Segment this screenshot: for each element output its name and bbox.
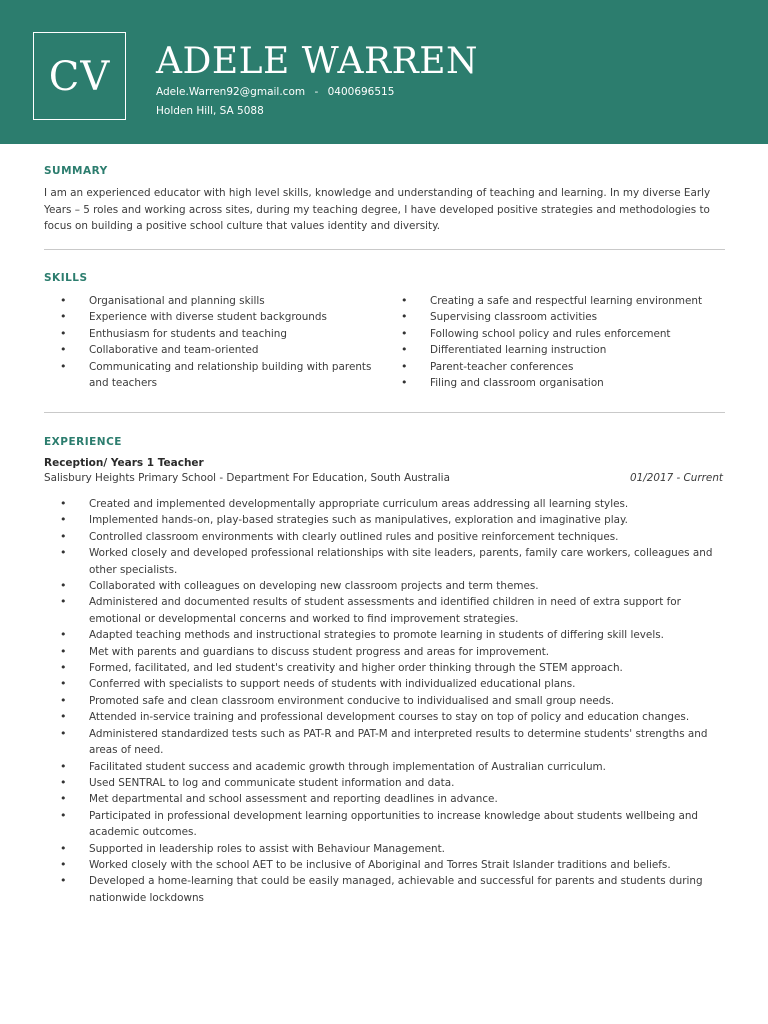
summary-text: I am an experienced educator with high level skills, knowledge and understanding of teaching and learning. In my diverse Early Years – 5 roles and working across sites, during my teaching degree, I have developed positive strategies and methodologies to focus on building a positive school culture that values identity and diversity. <box>44 187 711 232</box>
cv-monogram: CV <box>48 54 111 100</box>
skills-list-right <box>385 293 725 391</box>
experience-bullet: • Facilitated student success and academic growth through implementation of Australian curriculum. <box>44 759 729 775</box>
job-dates: 01/2017 - Current <box>630 472 723 484</box>
skill-item: • Creating a safe and respectful learning environment <box>385 293 725 309</box>
experience-bullet: • Worked closely with the school AET to be inclusive of Aboriginal and Torres Strait Islander traditions and beliefs. <box>44 857 729 873</box>
experience-bullet: • Formed, facilitated, and led student's creativity and higher order thinking through the STEM approach. <box>44 660 729 676</box>
contact-separator: - <box>314 86 319 98</box>
experience-bullet: • Used SENTRAL to log and communicate student information and data. <box>44 775 729 791</box>
skill-item: • Differentiated learning instruction <box>385 342 725 358</box>
experience-bullet: • Conferred with specialists to support needs of students with individualized educational plans. <box>44 676 729 692</box>
cv-monogram-box <box>33 32 126 120</box>
skill-item: • Supervising classroom activities <box>385 309 725 325</box>
experience-bullet: • Developed a home-learning that could be easily managed, achievable and successful for parents and students during nationwide lockdowns <box>44 873 729 906</box>
experience-list <box>44 496 729 906</box>
experience-bullet: • Attended in-service training and professional development courses to stay on top of policy and education changes. <box>44 709 729 725</box>
experience-bullet: • Implemented hands-on, play-based strategies such as manipulatives, exploration and imaginative play. <box>44 512 729 528</box>
experience-bullet: • Participated in professional development learning opportunities to increase knowledge about students wellbeing and academic outcomes. <box>44 808 729 841</box>
skill-item: • Communicating and relationship building with parents and teachers <box>44 359 384 392</box>
skills-list-left <box>44 293 384 391</box>
summary-heading: SUMMARY <box>44 165 108 177</box>
skill-item: • Filing and classroom organisation <box>385 375 725 391</box>
experience-bullet: • Collaborated with colleagues on developing new classroom projects and term themes. <box>44 578 729 594</box>
skills-heading: SKILLS <box>44 272 88 284</box>
experience-bullet: • Controlled classroom environments with clearly outlined rules and positive reinforcement techniques. <box>44 529 729 545</box>
experience-bullet: • Worked closely and developed professional relationships with site leaders, parents, family care workers, colleagues and other specialists. <box>44 545 729 578</box>
skill-item: • Experience with diverse student backgrounds <box>44 309 384 325</box>
experience-bullet: • Promoted safe and clean classroom environment conducive to individualised and small group needs. <box>44 693 729 709</box>
experience-heading: EXPERIENCE <box>44 436 122 448</box>
skill-item: • Organisational and planning skills <box>44 293 384 309</box>
header-banner <box>0 0 768 144</box>
experience-bullet: • Adapted teaching methods and instructional strategies to promote learning in students of differing skill levels. <box>44 627 729 643</box>
divider <box>44 249 725 250</box>
contact-line-1 <box>156 86 394 98</box>
divider <box>44 412 725 413</box>
skill-item: • Following school policy and rules enforcement <box>385 326 725 342</box>
experience-bullet: • Administered and documented results of student assessments and identified children in need of extra support for emotional or developmental concerns and worked to find improvement strategies. <box>44 594 729 627</box>
experience-bullet: • Administered standardized tests such as PAT-R and PAT-M and interpreted results to determine students' strengths and areas of need. <box>44 726 729 759</box>
skill-item: • Collaborative and team-oriented <box>44 342 384 358</box>
address-text: Holden Hill, SA 5088 <box>156 105 264 117</box>
email-text: Adele.Warren92@gmail.com <box>156 86 306 98</box>
candidate-name: ADELE WARREN <box>156 41 478 82</box>
job-title: Reception/ Years 1 Teacher <box>44 457 204 469</box>
phone-text: 0400696515 <box>327 86 395 98</box>
experience-bullet: • Created and implemented developmentally appropriate curriculum areas addressing all learning styles. <box>44 496 729 512</box>
experience-bullet: • Supported in leadership roles to assist with Behaviour Management. <box>44 841 729 857</box>
job-employer: Salisbury Heights Primary School - Department For Education, South Australia <box>44 472 450 484</box>
skill-item: • Enthusiasm for students and teaching <box>44 326 384 342</box>
experience-bullet: • Met departmental and school assessment and reporting deadlines in advance. <box>44 791 729 807</box>
skill-item: • Parent-teacher conferences <box>385 359 725 375</box>
experience-bullet: • Met with parents and guardians to discuss student progress and areas for improvement. <box>44 644 729 660</box>
